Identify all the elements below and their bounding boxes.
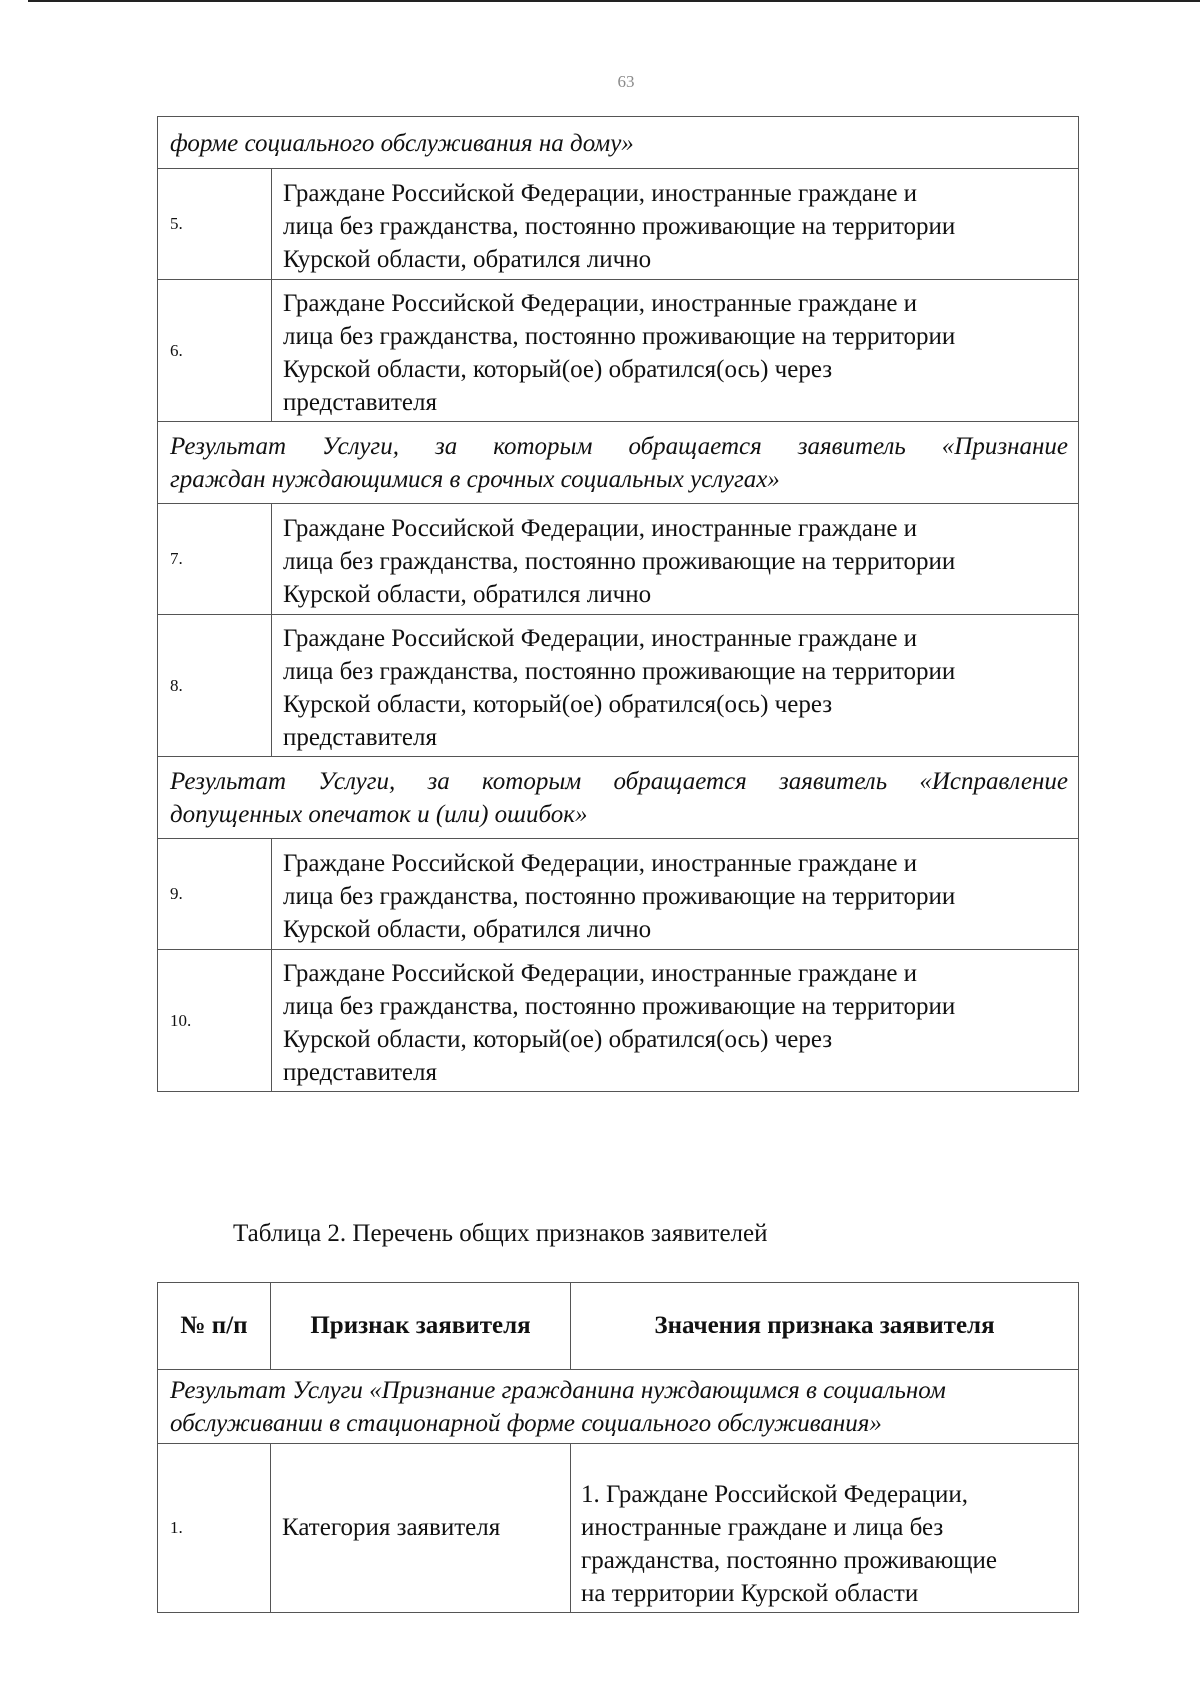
section-header-row — [158, 422, 1079, 504]
text-line: Курской области, который(ое) обратился(ось) через — [283, 1025, 833, 1053]
row-description — [272, 615, 1079, 757]
text-line: гражданства, постоянно проживающие — [581, 1547, 998, 1574]
column-header-feature: Признак заявителя — [271, 1283, 571, 1370]
text-line: 1. Граждане Российской Федерации, — [581, 1481, 969, 1508]
row-description — [272, 504, 1079, 615]
table-row — [158, 280, 1079, 422]
table-row — [158, 839, 1079, 950]
text-line: лица без гражданства, постоянно проживающие на территории — [283, 547, 956, 575]
text-line: обслуживании в стационарной форме социального обслуживания» — [170, 1410, 882, 1437]
applicant-variants-table — [157, 116, 1079, 1092]
text-line: лица без гражданства, постоянно проживающие на территории — [283, 322, 956, 350]
row-number: 10. — [158, 950, 272, 1092]
text-line: лица без гражданства, постоянно проживающие на территории — [283, 657, 956, 685]
text-line: Курской области, который(ое) обратился(ось) через — [283, 355, 833, 383]
text-line: Граждане Российской Федерации, иностранные граждане и — [283, 514, 918, 542]
text-line: допущенных опечаток и (или) ошибок» — [170, 801, 588, 828]
table-row — [158, 950, 1079, 1092]
text-line: Граждане Российской Федерации, иностранные граждане и — [283, 289, 918, 317]
section-header — [158, 1370, 1079, 1444]
text-line: Курской области, который(ое) обратился(ось) через — [283, 690, 833, 718]
section-header — [158, 422, 1079, 504]
row-description — [272, 839, 1079, 950]
text-line: Граждане Российской Федерации, иностранные граждане и — [283, 624, 918, 652]
top-rule — [28, 0, 1200, 2]
row-number: 7. — [158, 504, 272, 615]
row-description — [272, 280, 1079, 422]
text-line: Граждане Российской Федерации, иностранные граждане и — [283, 849, 918, 877]
column-header-value: Значения признака заявителя — [571, 1283, 1079, 1370]
text-line: лица без гражданства, постоянно проживающие на территории — [283, 992, 956, 1020]
feature-cell: Категория заявителя — [271, 1444, 571, 1613]
value-cell — [571, 1444, 1079, 1613]
text-line: Результат Услуги, за которым обращается заявитель «Исправление — [170, 768, 1068, 795]
text-line: Курской области, обратился лично — [283, 245, 652, 273]
table-row — [158, 504, 1079, 615]
applicant-features-table — [157, 1282, 1079, 1613]
table-row — [158, 1444, 1079, 1613]
table-header-row — [158, 1283, 1079, 1370]
section-header-row — [158, 1370, 1079, 1444]
row-description — [272, 950, 1079, 1092]
text-line: Результат Услуги, за которым обращается заявитель «Признание — [170, 433, 1068, 460]
text-line: Курской области, обратился лично — [283, 580, 652, 608]
text-line: граждан нуждающимися в срочных социальных услугах» — [170, 466, 780, 493]
text-line: Граждане Российской Федерации, иностранные граждане и — [283, 179, 918, 207]
text-line: представителя — [283, 388, 437, 416]
text-line: представителя — [283, 723, 437, 751]
row-number: 9. — [158, 839, 272, 950]
text-line: лица без гражданства, постоянно проживающие на территории — [283, 212, 956, 240]
row-number: 5. — [158, 169, 272, 280]
table-caption: Таблица 2. Перечень общих признаков заявителей — [233, 1220, 768, 1247]
page-number: 63 — [617, 72, 635, 91]
table-row — [158, 169, 1079, 280]
text-line: Результат Услуги «Признание гражданина нуждающимся в социальном — [170, 1377, 946, 1404]
row-number: 1. — [158, 1444, 271, 1613]
section-header — [158, 757, 1079, 839]
text-line: на территории Курской области — [581, 1580, 919, 1607]
text-line: иностранные граждане и лица без — [581, 1514, 944, 1541]
table-row — [158, 615, 1079, 757]
text-line: Граждане Российской Федерации, иностранные граждане и — [283, 959, 918, 987]
column-header-number: № п/п — [158, 1283, 271, 1370]
text-line: лица без гражданства, постоянно проживающие на территории — [283, 882, 956, 910]
row-number: 8. — [158, 615, 272, 757]
section-header-row — [158, 117, 1079, 169]
section-header: форме социального обслуживания на дому» — [158, 117, 1079, 169]
text-line: представителя — [283, 1058, 437, 1086]
row-description — [272, 169, 1079, 280]
row-number: 6. — [158, 280, 272, 422]
section-header-row — [158, 757, 1079, 839]
text-line: Курской области, обратился лично — [283, 915, 652, 943]
